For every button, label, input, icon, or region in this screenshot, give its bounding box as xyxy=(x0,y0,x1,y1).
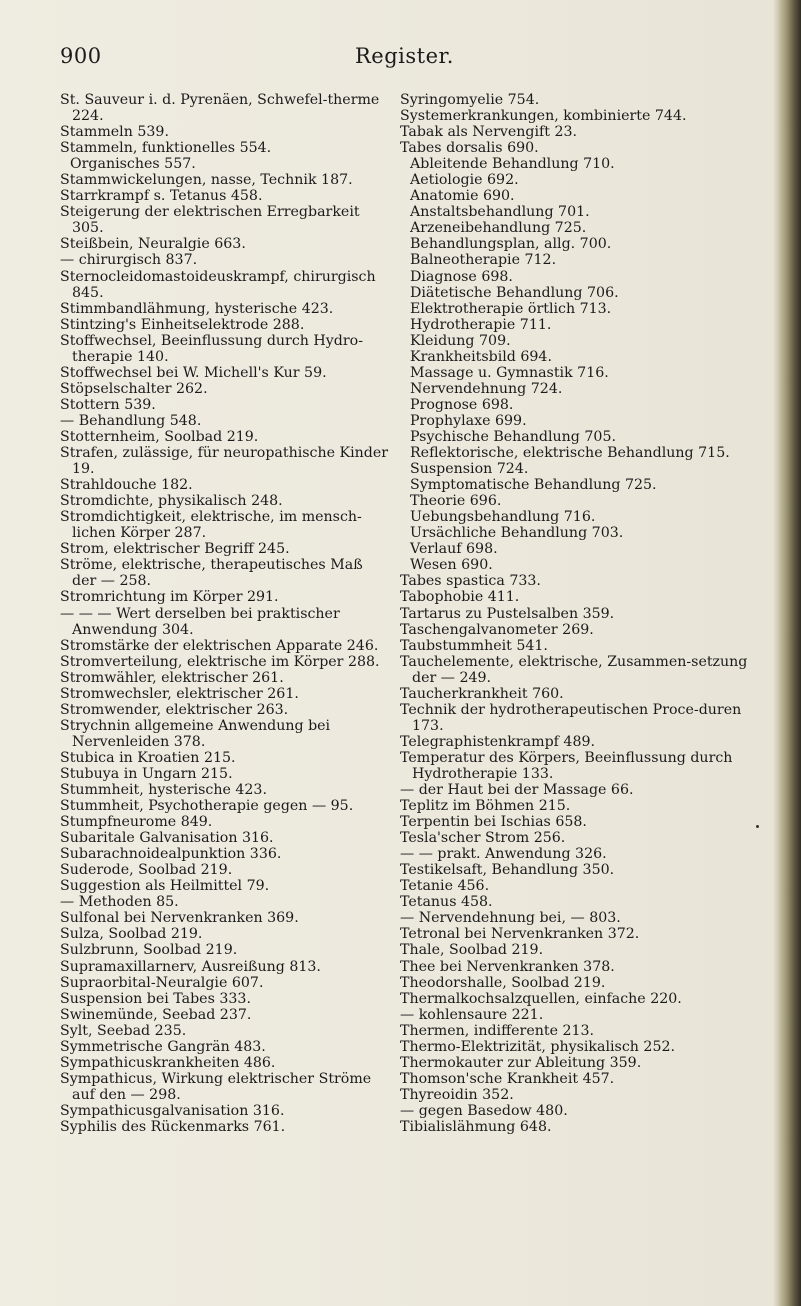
index-entry: Prognose 698. xyxy=(410,396,514,413)
index-entry: Krankheitsbild 694. xyxy=(410,348,552,365)
index-entry: — chirurgisch 837. xyxy=(60,252,198,269)
index-entry: Tibialislähmung 648. xyxy=(400,1119,552,1135)
index-column-right xyxy=(400,92,755,1135)
index-entry: Stintzing's Einheitselektrode 288. xyxy=(60,316,305,333)
index-entry: Systemerkrankungen, kombinierte 744. xyxy=(400,108,687,125)
index-entry: St. Sauveur i. d. Pyrenäen, Schwefel-therme 224. xyxy=(60,92,380,125)
index-entry: Stromwähler, elektrischer 261. xyxy=(60,669,284,686)
index-entry: Organisches 557. xyxy=(70,156,196,173)
index-entry: Thermalkochsalzquellen, einfache 220. xyxy=(400,990,682,1007)
index-entry: Subarachnoidealpunktion 336. xyxy=(60,846,282,863)
index-entry: Tetanus 458. xyxy=(400,894,493,911)
index-entry: Behandlungsplan, allg. 700. xyxy=(410,236,612,253)
index-entry: Theorie 696. xyxy=(410,493,502,510)
index-entry: Stimmbandlähmung, hysterische 423. xyxy=(60,300,334,317)
index-entry: Thermo-Elektrizität, physikalisch 252. xyxy=(400,1038,676,1055)
index-entry: Stöpselschalter 262. xyxy=(60,380,208,397)
index-entry: Arzeneibehandlung 725. xyxy=(410,220,587,237)
index-entry: Stubuya in Ungarn 215. xyxy=(60,765,233,782)
index-entry: — gegen Basedow 480. xyxy=(400,1102,568,1119)
index-entry: Stummheit, Psychotherapie gegen — 95. xyxy=(60,798,354,815)
index-entry: Swinemünde, Seebad 237. xyxy=(60,1006,252,1023)
index-entry: Thermen, indifferente 213. xyxy=(400,1022,595,1039)
index-entry: Sulzbrunn, Soolbad 219. xyxy=(60,942,238,959)
index-entry: Psychische Behandlung 705. xyxy=(410,428,616,445)
index-entry: Verlauf 698. xyxy=(410,541,498,558)
index-entry: Strafen, zulässige, für neuropathische Kinder 19. xyxy=(60,445,389,478)
index-entry: Tetanie 456. xyxy=(400,878,490,895)
index-entry: Anstaltsbehandlung 701. xyxy=(410,204,590,221)
index-entry: Suderode, Soolbad 219. xyxy=(60,862,233,879)
index-entry: Stromrichtung im Körper 291. xyxy=(60,589,279,606)
index-entry: Prophylaxe 699. xyxy=(410,412,527,429)
index-entry: Stoffwechsel, Beeinflussung durch Hydro-therapie 140. xyxy=(60,332,364,365)
index-entry: Tabes dorsalis 690. xyxy=(400,140,539,157)
index-entry: Suspension bei Tabes 333. xyxy=(60,990,251,1007)
index-entry: Tabes spastica 733. xyxy=(400,573,541,590)
index-entry: — — — Wert derselben bei praktischer Anwendung 304. xyxy=(60,605,340,638)
index-entry: Strychnin allgemeine Anwendung bei Nervenleiden 378. xyxy=(60,717,331,750)
index-entry: Thee bei Nervenkranken 378. xyxy=(400,958,615,975)
index-entry: Starrkrampf s. Tetanus 458. xyxy=(60,188,263,205)
index-entry: Sympathicuskrankheiten 486. xyxy=(60,1054,276,1071)
index-entry: Stromstärke der elektrischen Apparate 246. xyxy=(60,637,379,654)
index-entry: Stromdichtigkeit, elektrische, im mensch-lichen Körper 287. xyxy=(60,509,362,542)
index-entry: — der Haut bei der Massage 66. xyxy=(400,782,634,799)
index-entry: Sulza, Soolbad 219. xyxy=(60,926,203,943)
index-entry: Thomson'sche Krankheit 457. xyxy=(400,1070,615,1087)
index-entry: Sylt, Seebad 235. xyxy=(60,1022,187,1039)
index-entry: Theodorshalle, Soolbad 219. xyxy=(400,974,606,991)
index-entry: Stoffwechsel bei W. Michell's Kur 59. xyxy=(60,364,327,381)
index-entry: Aetiologie 692. xyxy=(410,172,519,189)
index-entry: Tartarus zu Pustelsalben 359. xyxy=(400,605,615,622)
index-entry: Stromwender, elektrischer 263. xyxy=(60,701,289,718)
index-entry: Stromdichte, physikalisch 248. xyxy=(60,493,283,510)
index-entry: Stammeln, funktionelles 554. xyxy=(60,140,272,157)
index-entry: Stubica in Kroatien 215. xyxy=(60,749,236,766)
index-entry: Thale, Soolbad 219. xyxy=(400,942,544,959)
index-column-left xyxy=(60,92,390,1135)
index-entry: Taschengalvanometer 269. xyxy=(400,621,594,638)
ink-speck xyxy=(756,825,759,828)
index-entry: Nervendehnung 724. xyxy=(410,380,563,397)
index-entry: Tesla'scher Strom 256. xyxy=(400,830,566,847)
index-entry: Elektrotherapie örtlich 713. xyxy=(410,300,612,317)
index-entry: Symmetrische Gangrän 483. xyxy=(60,1038,266,1055)
index-entry: Thyreoidin 352. xyxy=(400,1086,514,1103)
index-entry: Tetronal bei Nervenkranken 372. xyxy=(400,926,640,943)
index-entry: Telegraphistenkrampf 489. xyxy=(400,733,596,750)
index-entry: Tabak als Nervengift 23. xyxy=(400,124,578,141)
index-entry: Technik der hydrotherapeutischen Proce-duren 173. xyxy=(400,701,742,734)
index-entry: Suggestion als Heilmittel 79. xyxy=(60,878,270,895)
running-title: Register. xyxy=(355,44,454,68)
index-entry: Balneotherapie 712. xyxy=(410,252,557,269)
index-entry: Stromwechsler, elektrischer 261. xyxy=(60,685,299,702)
index-entry: Diagnose 698. xyxy=(410,268,513,285)
index-entry: Sternocleidomastoideuskrampf, chirurgisch 845. xyxy=(60,268,376,301)
index-entry: Syphilis des Rückenmarks 761. xyxy=(60,1119,286,1135)
index-entry: Thermokauter zur Ableitung 359. xyxy=(400,1054,642,1071)
index-entry: Supramaxillarnerv, Ausreißung 813. xyxy=(60,958,321,975)
index-entry: — kohlensaure 221. xyxy=(400,1006,544,1023)
index-entry: Reflektorische, elektrische Behandlung 715. xyxy=(410,445,730,462)
index-entry: Ableitende Behandlung 710. xyxy=(410,156,615,173)
index-entry: Sulfonal bei Nervenkranken 369. xyxy=(60,910,299,927)
index-entry: Subaritale Galvanisation 316. xyxy=(60,830,274,847)
index-entry: Ursächliche Behandlung 703. xyxy=(410,525,624,542)
index-entry: — Nervendehnung bei, — 803. xyxy=(400,910,621,927)
index-entry: Hydrotherapie 711. xyxy=(410,316,552,333)
index-entry: Stummheit, hysterische 423. xyxy=(60,782,267,799)
index-entry: Uebungsbehandlung 716. xyxy=(410,509,596,526)
index-entry: Supraorbital-Neuralgie 607. xyxy=(60,974,264,991)
index-entry: Steigerung der elektrischen Erregbarkeit 305. xyxy=(60,204,360,237)
index-entry: Tabophobie 411. xyxy=(400,589,520,606)
index-entry: Stumpfneurome 849. xyxy=(60,814,213,831)
index-entry: Strahldouche 182. xyxy=(60,477,193,494)
index-entry: Suspension 724. xyxy=(410,461,529,478)
index-entry: Symptomatische Behandlung 725. xyxy=(410,477,657,494)
index-entry: Diätetische Behandlung 706. xyxy=(410,284,619,301)
index-entry: — — prakt. Anwendung 326. xyxy=(400,846,607,863)
index-entry: Tauchelemente, elektrische, Zusammen-setzung der — 249. xyxy=(400,653,748,686)
index-entry: Sympathicusgalvanisation 316. xyxy=(60,1102,285,1119)
index-entry: Taucherkrankheit 760. xyxy=(400,685,564,702)
index-entry: Sympathicus, Wirkung elektrischer Ströme auf den — 298. xyxy=(60,1070,372,1103)
index-entry: Stotternheim, Soolbad 219. xyxy=(60,428,259,445)
index-entry: Teplitz im Böhmen 215. xyxy=(400,798,571,815)
index-entry: Anatomie 690. xyxy=(410,188,515,205)
index-entry: Stammwickelungen, nasse, Technik 187. xyxy=(60,172,353,189)
index-entry: Stromverteilung, elektrische im Körper 288. xyxy=(60,653,380,670)
page-header xyxy=(0,44,801,74)
index-entry: Syringomyelie 754. xyxy=(400,92,540,108)
index-entry: Massage u. Gymnastik 716. xyxy=(410,364,609,381)
index-entry: Stottern 539. xyxy=(60,396,156,413)
index-entry: Kleidung 709. xyxy=(410,332,511,349)
index-entry: — Methoden 85. xyxy=(60,894,179,911)
index-entry: Strom, elektrischer Begriff 245. xyxy=(60,541,290,558)
index-entry: Temperatur des Körpers, Beeinflussung durch Hydrotherapie 133. xyxy=(400,749,733,782)
index-entry: Terpentin bei Ischias 658. xyxy=(400,814,587,831)
page-number: 900 xyxy=(60,44,102,68)
index-entry: Stammeln 539. xyxy=(60,124,169,141)
index-entry: Ströme, elektrische, therapeutisches Maß der — 258. xyxy=(60,557,363,590)
index-entry: Testikelsaft, Behandlung 350. xyxy=(400,862,615,879)
book-edge xyxy=(779,0,801,1306)
index-entry: Steißbein, Neuralgie 663. xyxy=(60,236,246,253)
index-entry: Wesen 690. xyxy=(410,557,493,574)
index-entry: Taubstummheit 541. xyxy=(400,637,548,654)
index-entry: — Behandlung 548. xyxy=(60,412,202,429)
